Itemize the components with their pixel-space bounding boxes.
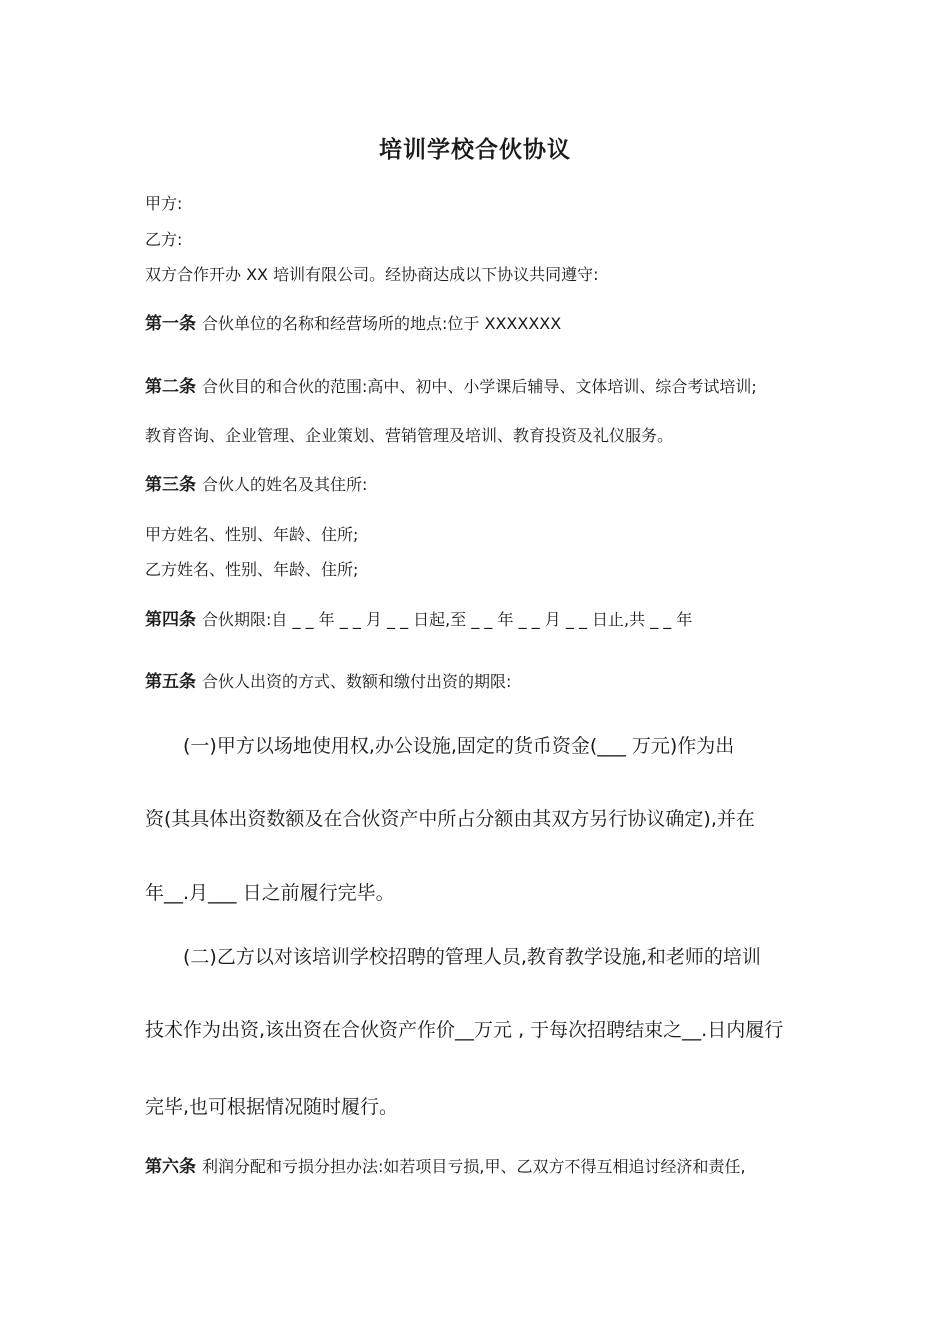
article-4-label: 第四条 <box>145 610 196 630</box>
article-3-party-a: 甲方姓名、性别、年龄、住所; <box>145 525 359 544</box>
article-4-text: 合伙期限:自 _ _ 年 _ _ 月 _ _ 日起,至 _ _ 年 _ _ 月 _ _ 日止,共 _ _ 年 <box>202 610 693 629</box>
article-5-label: 第五条 <box>145 672 196 692</box>
article-2-label: 第二条 <box>145 377 196 397</box>
article-5-item-2-line-2: 技术作为出资,该出资在合伙资产作价__万元 , 于每次招聘结束之__.日内履行 <box>145 1019 784 1041</box>
article-2 <box>145 376 757 398</box>
article-5-item-1-line-1: (一)甲方以场地使用权,办公设施,固定的货币资金(___ 万元)作为出 <box>183 735 735 757</box>
intro-paragraph: 双方合作开办 XX 培训有限公司。经协商达成以下协议共同遵守: <box>145 265 599 284</box>
article-6 <box>145 1156 746 1178</box>
article-1 <box>145 313 561 335</box>
article-3-label: 第三条 <box>145 475 196 495</box>
article-5-item-2-line-3: 完毕,也可根据情况随时履行。 <box>145 1096 399 1118</box>
article-2-continuation: 教育咨询、企业管理、企业策划、营销管理及培训、教育投资及礼仪服务。 <box>145 426 674 445</box>
article-4 <box>145 609 692 631</box>
article-1-text: 合伙单位的名称和经营场所的地点:位于 XXXXXXX <box>202 314 562 333</box>
article-5-text: 合伙人出资的方式、数额和缴付出资的期限: <box>202 672 512 691</box>
article-3 <box>145 474 367 496</box>
article-6-label: 第六条 <box>145 1157 196 1177</box>
article-1-label: 第一条 <box>145 314 196 334</box>
article-5 <box>145 671 511 693</box>
article-2-text: 合伙目的和合伙的范围:高中、初中、小学课后辅导、文体培训、综合考试培训; <box>202 377 757 396</box>
party-b-line: 乙方: <box>145 230 183 249</box>
article-5-item-1-line-2: 资(其具体出资数额及在合伙资产中所占分额由其双方另行协议确定),并在 <box>145 808 755 830</box>
article-5-item-2-line-1: (二)乙方以对该培训学校招聘的管理人员,教育教学设施,和老师的培训 <box>183 946 761 968</box>
article-3-text: 合伙人的姓名及其住所: <box>202 475 368 494</box>
article-5-item-1-line-3: 年__.月___ 日之前履行完毕。 <box>145 882 395 904</box>
document-title: 培训学校合伙协议 <box>379 137 571 163</box>
article-3-party-b: 乙方姓名、性别、年龄、住所; <box>145 560 359 579</box>
party-a-line: 甲方: <box>145 194 183 213</box>
article-6-text: 利润分配和亏损分担办法:如若项目亏损,甲、乙双方不得互相追讨经济和责任, <box>202 1157 746 1176</box>
